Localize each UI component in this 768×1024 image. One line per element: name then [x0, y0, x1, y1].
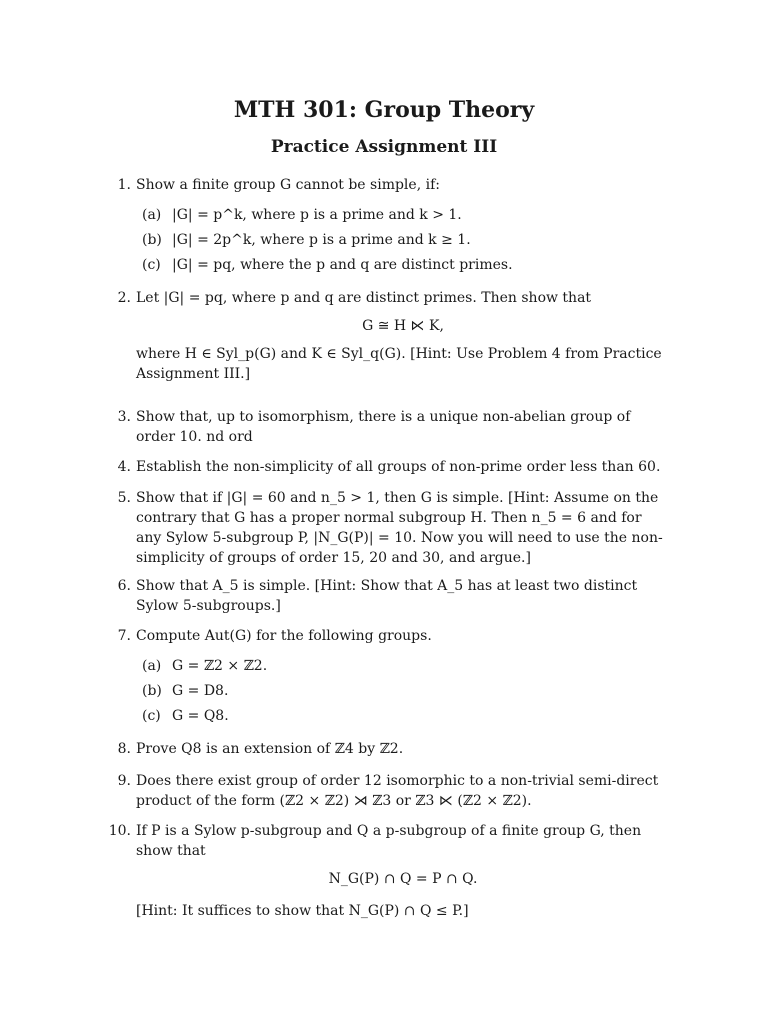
sub-item-text: |G| = 2p^k, where p is a prime and k ≥ 1. — [172, 232, 471, 248]
sub-item — [142, 654, 670, 679]
problem-number: 5. — [117, 490, 131, 506]
sub-item-text: |G| = pq, where the p and q are distinct primes. — [172, 257, 513, 273]
page-subtitle: Practice Assignment III — [270, 137, 498, 157]
problem-text: Prove Q8 is an extension of ℤ4 by ℤ2. — [136, 741, 404, 757]
sub-item-label: (c) — [142, 257, 161, 273]
sub-item-text: G = Q8. — [172, 708, 229, 724]
problem-number: 7. — [117, 628, 131, 644]
problem-text: Show that A_5 is simple. [Hint: Show that A_5 has at least two distinct Sylow 5-subgroups.] — [136, 578, 638, 614]
problem-text: Compute Aut(G) for the following groups. — [136, 628, 432, 644]
problem-7 — [106, 626, 670, 729]
sub-item-text: G = ℤ2 × ℤ2. — [172, 658, 268, 674]
sub-item-label: (a) — [142, 207, 162, 223]
problem-text: If P is a Sylow p-subgroup and Q a p-subgroup of a finite group G, then show that — [136, 823, 642, 859]
problem-8 — [106, 739, 670, 759]
problem-number: 10. — [108, 823, 131, 839]
problem-number: 1. — [117, 177, 131, 193]
problem-5 — [106, 488, 670, 568]
problem-text: Show a finite group G cannot be simple, if: — [136, 177, 440, 193]
problem-continuation: [Hint: It suffices to show that N_G(P) ∩ Q ≤ P.] — [136, 903, 469, 919]
sub-item — [142, 228, 670, 253]
sub-item-label: (b) — [142, 683, 162, 699]
problem-text: Show that, up to isomorphism, there is a unique non-abelian group of order 10. nd ord — [136, 409, 631, 445]
problem-text: Establish the non-simplicity of all groups of non-prime order less than 60. — [136, 459, 661, 475]
sub-item-text: |G| = p^k, where p is a prime and k > 1. — [172, 207, 462, 223]
problem-number: 2. — [117, 290, 131, 306]
problem-3 — [106, 407, 670, 447]
display-equation: N_G(P) ∩ Q = P ∩ Q. — [328, 871, 478, 887]
sub-item-text: G = D8. — [172, 683, 229, 699]
problem-1 — [106, 175, 670, 278]
display-equation: G ≅ H ⋉ K, — [362, 318, 444, 334]
problem-number: 3. — [117, 409, 131, 425]
sub-item — [142, 704, 670, 729]
problem-4 — [106, 457, 670, 477]
problem-number: 4. — [117, 459, 131, 475]
problem-text: Let |G| = pq, where p and q are distinct primes. Then show that — [136, 290, 592, 306]
problem-10 — [106, 821, 670, 921]
problem-text: Show that if |G| = 60 and n_5 > 1, then G is simple. [Hint: Assume on the contrary that G has a proper normal subgroup H. Then n_5 = 6 and for any Sylow 5-subgroup P, |N_G(P)| = 10. Now you will need to use the non-simplicity of groups of order 15, 20 and 30, and argue.] — [136, 490, 663, 566]
problem-continuation: where H ∈ Syl_p(G) and K ∈ Syl_q(G). [Hint: Use Problem 4 from Practice Assignment III.] — [136, 346, 662, 382]
sub-item-label: (c) — [142, 708, 161, 724]
problem-number: 6. — [117, 578, 131, 594]
problem-2 — [106, 288, 670, 384]
sub-item — [142, 679, 670, 704]
problem-9 — [106, 771, 670, 811]
sub-item — [142, 203, 670, 228]
problem-number: 9. — [117, 773, 131, 789]
problem-number: 8. — [117, 741, 131, 757]
problem-6 — [106, 576, 670, 616]
sub-item — [142, 253, 670, 278]
sub-item-label: (b) — [142, 232, 162, 248]
sub-item-label: (a) — [142, 658, 162, 674]
problem-text: Does there exist group of order 12 isomorphic to a non-trivial semi-direct product of the form (ℤ2 × ℤ2) ⋊ ℤ3 or ℤ3 ⋉ (ℤ2 × ℤ2). — [136, 773, 659, 809]
page-title: MTH 301: Group Theory — [233, 97, 535, 123]
